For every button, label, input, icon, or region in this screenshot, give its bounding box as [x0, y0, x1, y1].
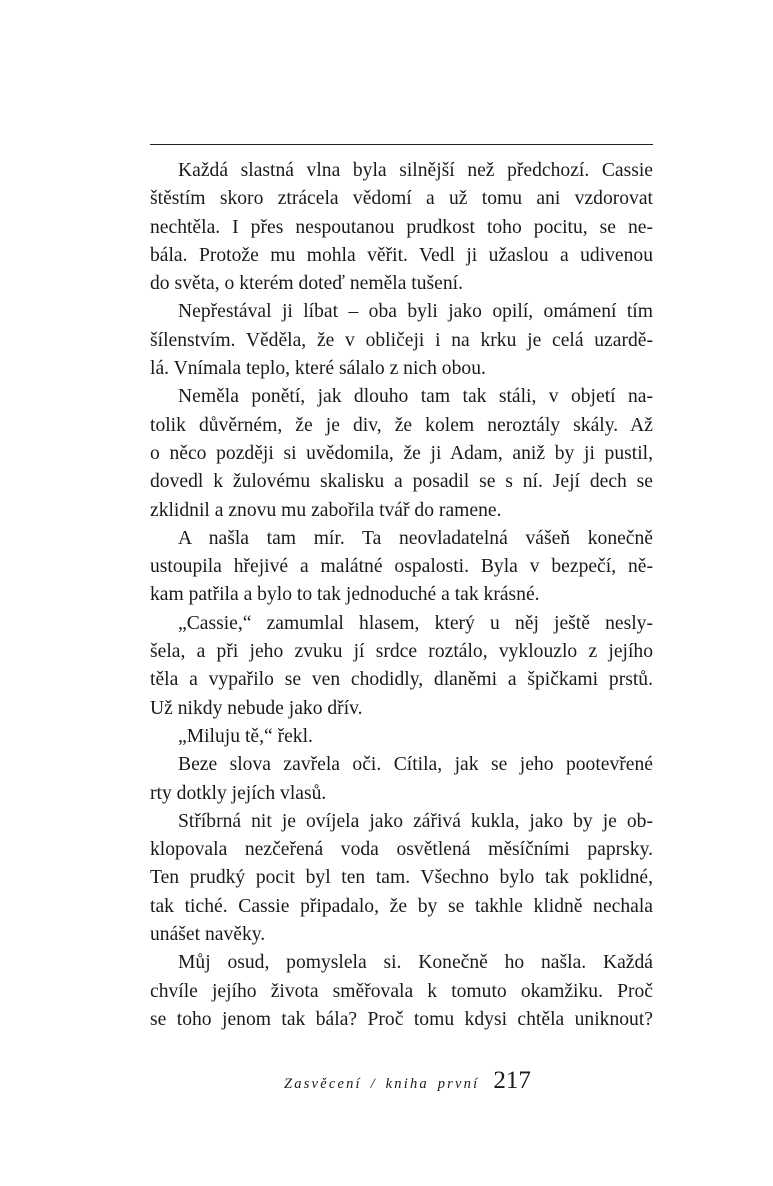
text-line: Každá slastná vlna byla silnější než předchozí. Cassie [178, 160, 653, 181]
text-line: „Miluju tě,“ řekl. [178, 725, 313, 747]
text-line: lá. Vnímala teplo, které sálalo z nich obou. [150, 358, 486, 380]
page-number: 217 [493, 1067, 531, 1094]
text-line: Můj osud, pomyslela si. Konečně ho našla. Každá [178, 952, 653, 974]
text-line: šílenstvím. Věděla, že v obličeji i na krku je celá uzardě- [150, 329, 653, 351]
text-line: nechtěla. I přes nespoutanou prudkost toho pocitu, se ne- [150, 216, 653, 238]
text-line: Ten prudký pocit byl ten tam. Všechno bylo tak poklidné, [150, 867, 653, 889]
body-text [150, 157, 653, 1034]
text-line: Beze slova zavřela oči. Cítila, jak se jeho pootevřené [178, 754, 653, 776]
page-footer [284, 1063, 531, 1099]
text-line: bála. Protože mu mohla věřit. Vedl ji užaslou a udivenou [150, 244, 653, 266]
text-line: o něco později si uvědomila, že ji Adam, aniž by ji pustil, [150, 442, 653, 464]
text-line: šela, a při jeho zvuku jí srdce roztálo, vyklouzlo z jejího [150, 641, 653, 663]
text-line: do světa, o kterém doteď neměla tušení. [150, 273, 464, 295]
text-line: klopovala nezčeřená voda osvětlená měsíčními paprsky. [150, 839, 653, 861]
text-line: Už nikdy nebude jako dřív. [150, 697, 363, 719]
text-line: chvíle jejího života směřovala k tomuto okamžiku. Proč [150, 980, 653, 1002]
text-line: unášet navěky. [150, 924, 266, 946]
text-line: ustoupila hřejivé a malátné ospalosti. Byla v bezpečí, ně- [150, 556, 653, 578]
running-head: Zasvěcení / kniha první [284, 1076, 480, 1092]
text-line: zklidnil a znovu mu zabořila tvář do ramene. [150, 499, 502, 521]
text-line: Stříbrná nit je ovíjela jako zářivá kukla, jako by je ob- [178, 810, 653, 832]
header-rule [150, 144, 653, 145]
text-line: těla a vypařilo se ven chodidly, dlaněmi a špičkami prstů. [150, 669, 653, 691]
text-line: tolik důvěrném, že je div, že kolem neroztály skály. Až [150, 414, 653, 436]
text-line: A našla tam mír. Ta neovladatelná vášeň konečně [178, 527, 653, 549]
text-line: „Cassie,“ zamumlal hlasem, který u něj ještě nesly- [178, 612, 653, 634]
text-line: rty dotkly jejích vlasů. [150, 782, 327, 804]
text-line: tak tiché. Cassie připadalo, že by se takhle klidně nechala [150, 895, 653, 917]
text-line: dovedl k žulovému skalisku a posadil se s ní. Její dech se [150, 471, 653, 493]
text-line: Neměla ponětí, jak dlouho tam tak stáli, v objetí na- [178, 386, 653, 408]
text-line: se toho jenom tak bála? Proč tomu kdysi chtěla uniknout? [150, 1008, 653, 1030]
text-line: štěstím skoro ztrácela vědomí a už tomu ani vzdorovat [150, 188, 653, 210]
text-line: kam patřila a bylo to tak jednoduché a tak krásné. [150, 584, 540, 606]
text-line: Nepřestával ji líbat – oba byli jako opilí, omámení tím [178, 301, 653, 323]
